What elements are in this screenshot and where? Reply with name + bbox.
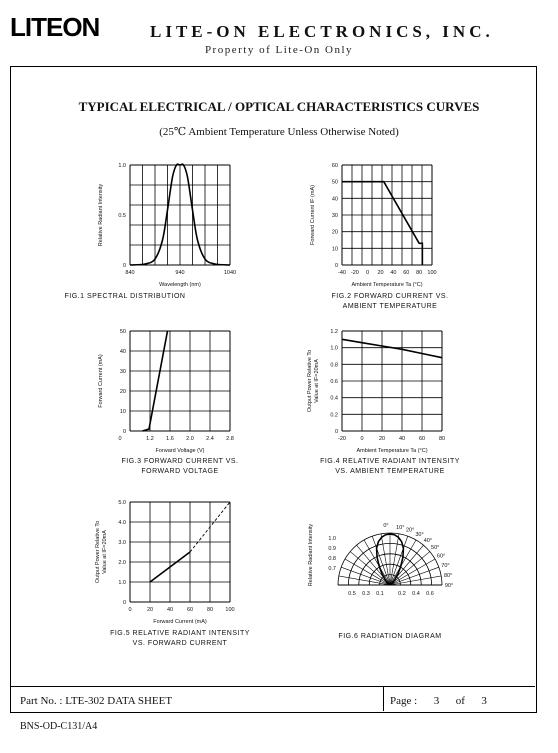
fig2-ytick-label: 40 [331, 196, 338, 203]
fig3-xtick-label: 2.0 [186, 436, 194, 442]
fig2-y-axis-label: Forward Current IF (mA) [310, 185, 316, 245]
page-indicator [390, 695, 487, 707]
fig4-caption: FIG.4 RELATIVE RADIANT INTENSITY [320, 458, 460, 465]
page-label: Page : [390, 695, 418, 707]
fig3-caption: FIG.3 FORWARD CURRENT VS. [121, 458, 239, 465]
fig6-radial-label: 0.7 [328, 566, 336, 572]
fig6-angle-label: 30° [415, 531, 424, 538]
fig2-caption-line2: AMBIENT TEMPERATURE [342, 303, 438, 310]
fig3-xtick-label: 1.2 [146, 436, 154, 442]
fig6-angle-label: 70° [441, 562, 450, 569]
fig4-ytick-label: 0.4 [330, 395, 338, 402]
fig5-xtick-label: 80 [206, 607, 214, 613]
fig3-xtick-label: 0 [118, 436, 122, 442]
fig6-caption: FIG.6 RADIATION DIAGRAM [338, 633, 442, 640]
fig6-bottom-label: 0.3 [362, 591, 370, 597]
fig2-xtick-label: 20 [377, 270, 384, 276]
fig2-ytick-label: 30 [331, 213, 338, 219]
of-label: of [455, 695, 465, 707]
page-subtitle: (25℃ Ambient Temperature Unless Otherwise Noted) [159, 126, 399, 138]
fig4-ytick-label: 1.2 [330, 329, 338, 335]
fig6-bottom-label: 0.1 [376, 591, 384, 597]
page-number: 3 [433, 695, 440, 707]
fig5-xtick-label: 0 [128, 607, 132, 613]
page-total: 3 [481, 695, 487, 707]
fig5-xtick-label: 60 [186, 607, 194, 613]
fig2-ytick-label: 50 [331, 179, 338, 186]
fig5-ytick-label: 2.0 [118, 560, 126, 566]
fig6-angle-label: 50° [431, 545, 440, 552]
fig4-y-axis-label: Output Power Relative To [307, 349, 313, 413]
fig3-ytick-label: 30 [119, 369, 126, 375]
fig6-bottom-label: 0.2 [398, 591, 406, 597]
fig6-angle-label: 90° [444, 583, 454, 589]
fig5-ytick-label: 3.0 [118, 540, 126, 546]
fig3-ytick-label: 40 [119, 349, 126, 355]
fig1-ytick-label: 0.5 [118, 213, 126, 219]
fig1-caption: FIG.1 SPECTRAL DISTRIBUTION [64, 293, 186, 300]
fig6-angle-label: 10° [396, 524, 405, 531]
fig5-xtick-label: 40 [166, 607, 174, 613]
company-name: LITE-ON ELECTRONICS, INC. [150, 22, 494, 41]
fig3-ytick-label: 20 [119, 389, 126, 395]
fig1-xtick-label: 1040 [223, 270, 237, 276]
fig6-angle-label: 40° [423, 537, 433, 544]
fig2-ytick-label: 10 [331, 246, 338, 253]
fig2-xtick-label: 100 [427, 270, 437, 276]
property-notice: Property of Lite-On Only [204, 44, 354, 56]
fig6-radial-label: 0.8 [328, 556, 336, 562]
fig6-bottom-label: 0.4 [412, 591, 420, 597]
fig3-series-line [143, 331, 168, 431]
fig4-xtick-label: 80 [438, 436, 446, 442]
document-id: BNS-OD-C131/A4 [20, 721, 98, 732]
fig4-ytick-label: 0.8 [330, 362, 338, 369]
fig4-x-axis-label: Ambient Temperature Ta (°C) [356, 448, 428, 454]
fig4-ytick-label: 0.6 [330, 379, 338, 385]
fig6-angle-label: 80° [443, 572, 453, 579]
fig6-y-axis-label: Relative Radiant Intensity [308, 523, 314, 587]
fig1-ytick-label: 1.0 [118, 163, 126, 169]
fig6-angle-label: 0° [383, 523, 389, 529]
fig6-angle-label: 20° [406, 527, 415, 534]
fig1-y-axis-label: Relative Radiant Intensity [98, 183, 104, 247]
fig6-bottom-label: 0.6 [426, 591, 434, 597]
fig1-xtick-label: 940 [175, 270, 185, 276]
fig2-xtick-label: 40 [390, 270, 397, 276]
fig4-xtick-label: -20 [338, 436, 346, 442]
fig2-ytick-label: 0 [334, 263, 338, 269]
fig3-ytick-label: 50 [119, 329, 126, 335]
fig6-radial-label: 0.9 [328, 546, 336, 552]
fig2-xtick-label: 0 [366, 270, 370, 276]
fig4-xtick-label: 0 [360, 436, 364, 442]
fig5-ytick-label: 1.0 [118, 580, 126, 586]
fig6-angle-label: 60° [436, 553, 446, 560]
fig3-xtick-label: 1.6 [166, 436, 174, 442]
page-title: TYPICAL ELECTRICAL / OPTICAL CHARACTERISTICS CURVES [78, 99, 480, 114]
fig3-xtick-label: 2.4 [206, 436, 214, 442]
fig3-ytick-label: 10 [119, 409, 126, 415]
fig6-bottom-label: 0.5 [348, 591, 356, 597]
fig4-ytick-label: 1.0 [330, 345, 338, 352]
fig4-caption-line2: VS. AMBIENT TEMPERATURE [335, 468, 445, 475]
fig5-y-axis-label-line2: Value at IF=20mA [102, 530, 108, 574]
fig2-x-axis-label: Ambient Temperature Ta (°C) [351, 282, 423, 288]
fig2-xtick-label: 60 [403, 270, 410, 276]
fig2-xtick-label: -20 [350, 270, 359, 276]
fig2-xtick-label: -40 [338, 270, 346, 276]
fig2-ytick-label: 60 [331, 163, 338, 169]
fig5-xtick-label: 100 [225, 607, 235, 613]
fig3-caption-line2: FORWARD VOLTAGE [141, 468, 219, 475]
fig3-y-axis-label: Forward Current (mA) [98, 354, 104, 408]
fig4-y-axis-label-line2: Value at IF=20mA [314, 359, 320, 403]
fig5-ytick-label: 4.0 [118, 520, 126, 526]
fig5-caption-line2: VS. FORWARD CURRENT [132, 640, 228, 647]
fig5-x-axis-label: Forward Current (mA) [153, 619, 207, 625]
fig5-xtick-label: 20 [146, 607, 154, 613]
fig3-ytick-label: 0 [122, 429, 126, 435]
page-divider [383, 686, 384, 711]
fig1-x-axis-label: Wavelength (nm) [159, 282, 201, 288]
fig4-ytick-label: 0.2 [330, 412, 338, 419]
liteon-logo: LITEON [10, 12, 100, 42]
fig3-xtick-label: 2.8 [226, 436, 234, 442]
fig4-xtick-label: 20 [378, 436, 386, 442]
fig1-xtick-label: 840 [125, 270, 135, 276]
fig2-caption: FIG.2 FORWARD CURRENT VS. [331, 293, 449, 300]
fig4-series-line [342, 339, 442, 357]
fig6-radial-label: 1.0 [328, 536, 336, 542]
fig5-ytick-label: 0 [122, 600, 126, 606]
fig5-y-axis-label: Output Power Relative To [95, 520, 101, 584]
fig4-xtick-label: 40 [398, 436, 406, 442]
fig3-x-axis-label: Forward Voltage (V) [155, 448, 205, 454]
fig2-ytick-label: 20 [331, 229, 338, 236]
part-number: Part No. : LTE-302 DATA SHEET [20, 695, 173, 707]
fig1-ytick-label: 0 [122, 263, 126, 269]
fig4-ytick-label: 0 [334, 429, 338, 435]
fig5-caption: FIG.5 RELATIVE RADIANT INTENSITY [110, 630, 250, 637]
fig5-ytick-label: 5.0 [118, 500, 126, 506]
fig2-xtick-label: 80 [416, 270, 423, 276]
fig4-xtick-label: 60 [418, 436, 426, 442]
